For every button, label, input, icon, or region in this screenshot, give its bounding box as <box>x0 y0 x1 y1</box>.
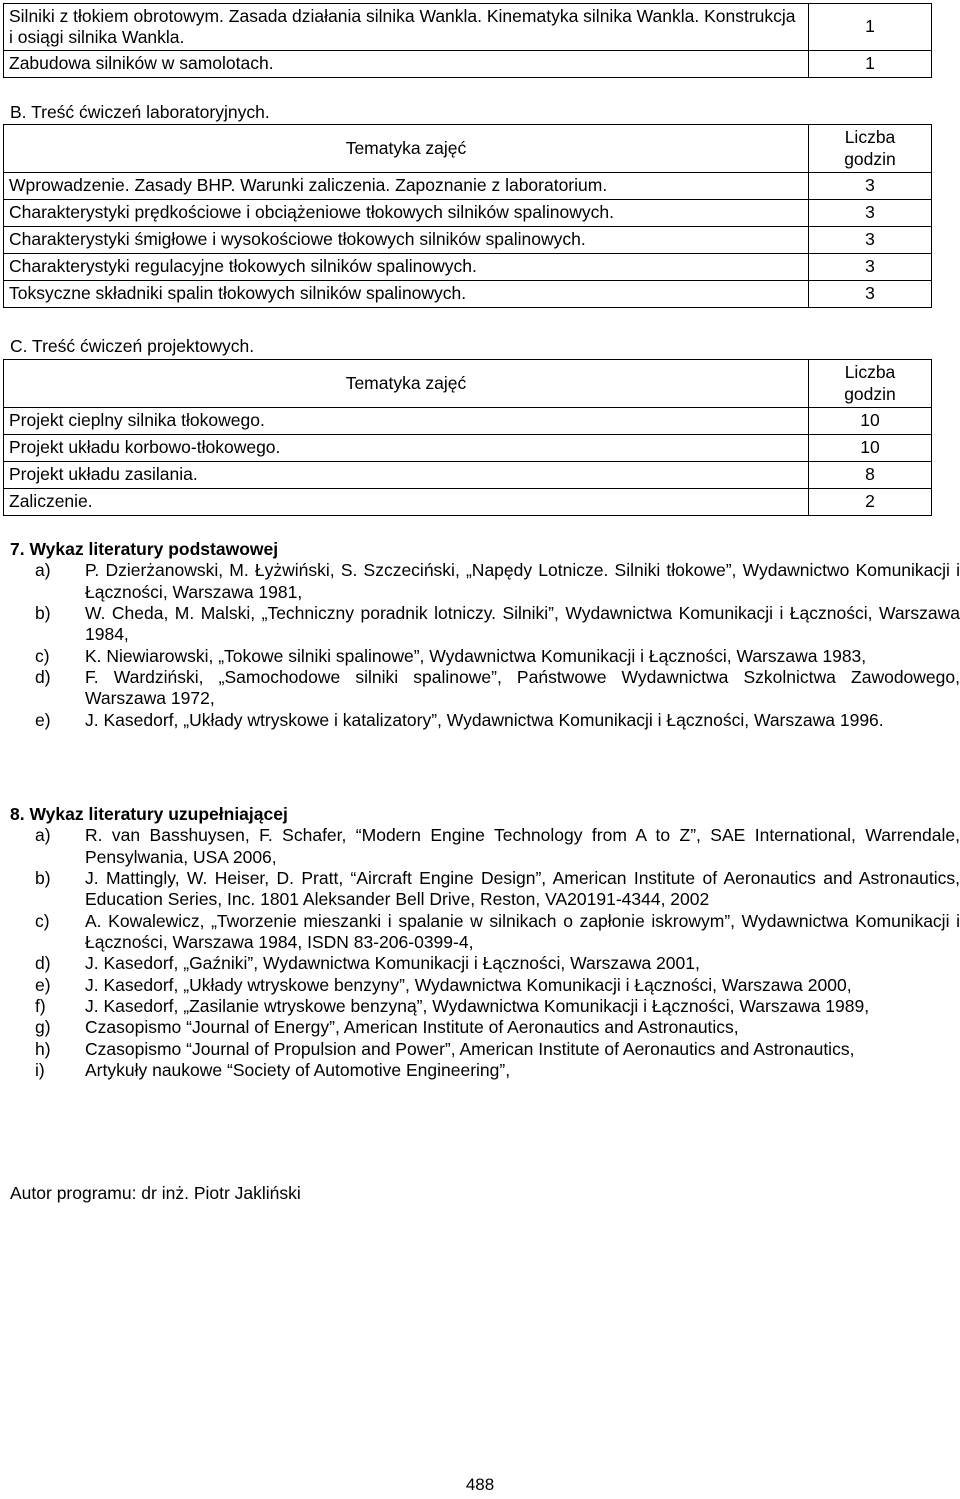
topic-cell: Projekt układu korbowo-tłokowego. <box>4 435 809 462</box>
list-item <box>10 1017 960 1038</box>
item-text: W. Cheda, M. Malski, „Techniczny poradnik lotniczy. Silniki”, Wydawnictwa Komunikacji i Łączności, Warszawa 1984, <box>85 603 960 645</box>
hours-cell: 3 <box>809 281 932 308</box>
list-item <box>10 911 960 954</box>
hours-cell: 1 <box>809 51 932 78</box>
basic-literature-section <box>10 539 960 731</box>
table-row <box>4 435 932 462</box>
item-label: c) <box>35 645 50 666</box>
table-row <box>4 200 932 227</box>
topic-cell: Silniki z tłokiem obrotowym. Zasada działania silnika Wankla. Kinematyka silnika Wankla. Konstrukcja i osiągi silnika Wankla. <box>4 4 809 51</box>
list-item <box>10 603 960 646</box>
item-label: b) <box>35 603 51 624</box>
list-item <box>10 953 960 974</box>
project-topics-table <box>3 359 932 516</box>
table-row <box>4 4 932 51</box>
hours-cell: 10 <box>809 408 932 435</box>
item-text: Czasopismo “Journal of Propulsion and Power”, American Institute of Aeronautics and Astronautics, <box>85 1038 855 1059</box>
item-text: R. van Basshuysen, F. Schafer, “Modern Engine Technology from A to Z”, SAE International, Warrendale, Pensylwania, USA 2006, <box>85 825 960 867</box>
item-label: a) <box>35 825 51 846</box>
page-number: 488 <box>465 1475 495 1494</box>
item-text: A. Kowalewicz, „Tworzenie mieszanki i spalanie w silnikach o zapłonie iskrowym”, Wydawnictwa Komunikacji i Łączności, Warszawa 1984, ISDN 83-206-0399-4, <box>85 910 960 953</box>
table-row <box>4 227 932 254</box>
hours-cell: 10 <box>809 435 932 462</box>
topic-cell: Zabudowa silników w samolotach. <box>4 51 809 78</box>
item-text: J. Kasedorf, „Zasilanie wtryskowe benzyną”, Wydawnictwa Komunikacji i Łączności, Warszawa 1989, <box>85 996 870 1017</box>
item-label: g) <box>35 1017 51 1038</box>
hours-column-header: Liczba godzin <box>809 360 932 408</box>
topic-cell: Toksyczne składniki spalin tłokowych silników spalinowych. <box>4 281 809 308</box>
topic-cell: Projekt cieplny silnika tłokowego. <box>4 408 809 435</box>
list-item <box>10 710 960 731</box>
item-text: J. Mattingly, W. Heiser, D. Pratt, “Aircraft Engine Design”, American Institute of Aeronautics and Astronautics, Education Series, Inc. 1801 Aleksander Bell Drive, Reston, VA20191-4344, 2002 <box>85 868 960 910</box>
list-item <box>10 825 960 868</box>
program-author: Autor programu: dr inż. Piotr Jakliński <box>10 1183 301 1203</box>
item-label: e) <box>35 974 51 995</box>
list-item <box>10 868 960 911</box>
item-text: J. Kasedorf, „Gaźniki”, Wydawnictwa Komunikacji i Łączności, Warszawa 2001, <box>85 953 700 974</box>
item-text: P. Dzierżanowski, M. Łyżwiński, S. Szczeciński, „Napędy Lotnicze. Silniki tłokowe”, Wydawnictwo Komunikacji i Łączności, Warszawa 1981, <box>85 560 960 602</box>
hours-cell: 2 <box>809 489 932 516</box>
hours-cell: 1 <box>809 4 932 51</box>
table-header-row <box>4 125 932 173</box>
list-item <box>10 996 960 1017</box>
item-label: h) <box>35 1038 51 1059</box>
item-label: d) <box>35 667 51 688</box>
hours-cell: 3 <box>809 227 932 254</box>
lab-section-heading: B. Treść ćwiczeń laboratoryjnych. <box>10 102 270 122</box>
table-header-row <box>4 360 932 408</box>
item-label: c) <box>35 910 50 931</box>
project-section-heading: C. Treść ćwiczeń projektowych. <box>10 336 255 356</box>
table-row <box>4 51 932 78</box>
hours-column-header: Liczba godzin <box>809 125 932 173</box>
list-item <box>10 560 960 603</box>
hours-cell: 3 <box>809 200 932 227</box>
topic-cell: Charakterystyki śmigłowe i wysokościowe tłokowych silników spalinowych. <box>4 227 809 254</box>
item-label: e) <box>35 709 51 730</box>
extra-literature-heading: 8. Wykaz literatury uzupełniającej <box>10 804 288 824</box>
basic-literature-heading: 7. Wykaz literatury podstawowej <box>10 539 279 559</box>
list-item <box>10 646 960 667</box>
item-text: Artykuły naukowe “Society of Automotive Engineering”, <box>85 1060 511 1081</box>
extra-literature-section <box>10 804 960 1081</box>
topic-column-header: Tematyka zajęć <box>4 125 809 173</box>
table-row <box>4 173 932 200</box>
hours-cell: 8 <box>809 462 932 489</box>
item-text: F. Wardziński, „Samochodowe silniki spalinowe”, Państwowe Wydawnictwa Szkolnictwa Zawodowego, Warszawa 1972, <box>85 667 960 709</box>
topic-cell: Wprowadzenie. Zasady BHP. Warunki zaliczenia. Zapoznanie z laboratorium. <box>4 173 809 200</box>
list-item <box>10 975 960 996</box>
item-text: Czasopismo “Journal of Energy”, American Institute of Aeronautics and Astronautics, <box>85 1017 739 1038</box>
hours-cell: 3 <box>809 254 932 281</box>
list-item <box>10 1039 960 1060</box>
list-item <box>10 667 960 710</box>
topic-cell: Charakterystyki regulacyjne tłokowych silników spalinowych. <box>4 254 809 281</box>
topic-column-header: Tematyka zajęć <box>4 360 809 408</box>
topic-cell: Projekt układu zasilania. <box>4 462 809 489</box>
table-row <box>4 281 932 308</box>
lecture-topics-table <box>3 3 932 78</box>
table-row <box>4 462 932 489</box>
item-label: b) <box>35 868 51 889</box>
item-text: J. Kasedorf, „Układy wtryskowe benzyny”, Wydawnictwa Komunikacji i Łączności, Warszawa 2000, <box>85 974 852 995</box>
item-label: a) <box>35 560 51 581</box>
item-label: f) <box>35 996 46 1017</box>
table-row <box>4 489 932 516</box>
table-row <box>4 408 932 435</box>
item-label: d) <box>35 953 51 974</box>
item-text: K. Niewiarowski, „Tokowe silniki spalinowe”, Wydawnictwa Komunikacji i Łączności, Warszawa 1983, <box>85 645 867 666</box>
item-label: i) <box>35 1060 45 1081</box>
table-row <box>4 254 932 281</box>
list-item <box>10 1060 960 1081</box>
lab-topics-table <box>3 124 932 308</box>
hours-cell: 3 <box>809 173 932 200</box>
topic-cell: Charakterystyki prędkościowe i obciążeniowe tłokowych silników spalinowych. <box>4 200 809 227</box>
item-text: J. Kasedorf, „Układy wtryskowe i katalizatory”, Wydawnictwa Komunikacji i Łączności, Warszawa 1996. <box>85 709 884 730</box>
topic-cell: Zaliczenie. <box>4 489 809 516</box>
